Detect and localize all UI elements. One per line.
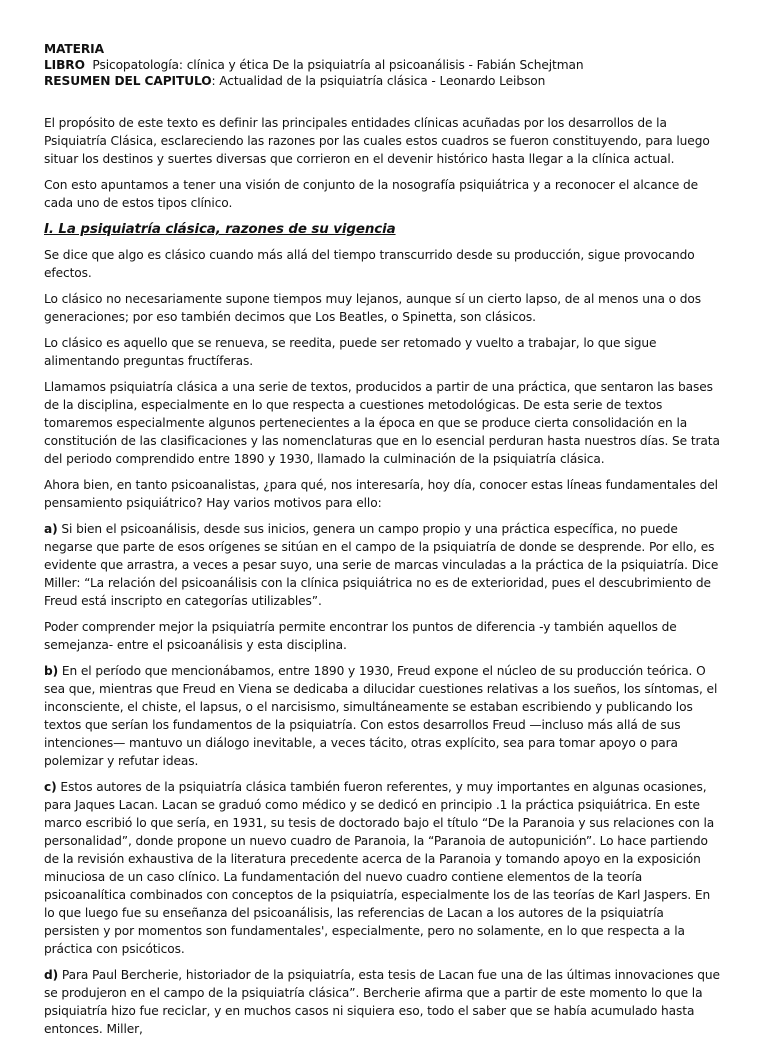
item-b-text: En el período que mencionábamos, entre 1890 y 1930, Freud expone el núcleo de su producción teórica. O sea que, mientras que Freud en Viena se dedicaba a dilucidar cuestiones relativas a los sueños, los síntomas, el inconsciente, el chiste, el lapsus, o el narcisismo, simultáneamente se estaban escribiendo y publicando los textos que serían los fundamentos de la psiquiatría. Con estos desarrollos Freud —incluso más allá de sus intenciones— mantuvo un diálogo inevitable, a veces tácito, otras explícito, sea para tomar apoyo o para polemizar y refutar ideas. [44, 664, 718, 768]
libro-value: Psicopatología: clínica y ética De la psiquiatría al psicoanálisis - Fabián Schejtman [92, 58, 584, 72]
resumen-label: RESUMEN DEL CAPITULO [44, 74, 212, 88]
item-a-text: Si bien el psicoanálisis, desde sus inicios, genera un campo propio y una práctica específica, no puede negarse que parte de esos orígenes se sitúan en el campo de la psiquiatría de donde se desprende. Por ello, es evidente que arrastra, a veces a pesar suyo, una serie de marcas vinculadas a la práctica de la psiquiatría. Dice Miller: “La relación del psicoanálisis con la clínica psiquiátrica no es de exterioridad, pues el descubrimiento de Freud está inscripto en categorías utilizables”. [44, 522, 719, 608]
materia-label: MATERIA [44, 42, 104, 56]
resumen-line [44, 73, 722, 89]
libro-label: LIBRO [44, 58, 85, 72]
item-d-label: d) [44, 968, 59, 982]
body-paragraph-5: Ahora bien, en tanto psicoanalistas, ¿para qué, nos interesaría, hoy día, conocer estas líneas fundamentales del pensamiento psiquiátrico? Hay varios motivos para ello: [44, 478, 718, 510]
item-a-label: a) [44, 522, 58, 536]
item-b-label: b) [44, 664, 59, 678]
body-paragraph-4: Llamamos psiquiatría clásica a una serie de textos, producidos a partir de una práctica, que sentaron las bases de la disciplina, especialmente en lo que respecta a cuestiones metodológicas. De esta serie de textos tomaremos especialmente algunos pertenecientes a la época en que se produce cierta consolidación en la constitución de las clasificaciones y las nomenclaturas que en lo esencial perduran hasta nuestros días. Se trata del periodo comprendido entre 1890 y 1930, llamado la culminación de la psiquiatría clásica. [44, 380, 720, 466]
body-paragraph-3: Lo clásico es aquello que se renueva, se reedita, puede ser retomado y vuelto a trabajar, lo que sigue alimentando preguntas fructíferas. [44, 336, 657, 368]
item-c-text: Estos autores de la psiquiatría clásica también fueron referentes, y muy importantes en algunas ocasiones, para Jaques Lacan. Lacan se graduó como médico y se dedicó en principio .1 la práctica psiquiátrica. En este marco escribió lo que sería, en 1931, su tesis de doctorado bajo el título “De la Paranoia y sus relaciones con la personalidad”, donde propone un nuevo cuadro de Paranoia, la “Paranoia de autopunición”. Lo hace partiendo de la revisión exhaustiva de la literatura precedente acerca de la Paranoia y tomando apoyo en la exposición minuciosa de un caso clínico. La fundamentación del nuevo cuadro contiene elementos de la teoría psicoanalítica combinados con conceptos de la psiquiatría, especialmente los de las teorías de Karl Jaspers. En lo que luego fue su enseñanza del psicoanálisis, las referencias de Lacan a los autores de la psiquiatría persisten y por momentos son fundamentales', especialmente, pero no solamente, en lo que respecta a la práctica con psicóticos. [44, 780, 715, 956]
resumen-value: : Actualidad de la psiquiatría clásica - Leonardo Leibson [211, 74, 546, 88]
after-a-paragraph: Poder comprender mejor la psiquiatría permite encontrar los puntos de diferencia -y también aquellos de semejanza- entre el psicoanálisis y esta disciplina. [44, 620, 677, 652]
item-c-paragraph [44, 778, 722, 958]
item-d-paragraph [44, 966, 722, 1038]
item-c-label: c) [44, 780, 57, 794]
intro-paragraph-2: Con esto apuntamos a tener una visión de conjunto de la nosografía psiquiátrica y a reconocer el alcance de cada uno de estos tipos clínico. [44, 178, 699, 210]
body-paragraph-2: Lo clásico no necesariamente supone tiempos muy lejanos, aunque sí un cierto lapso, de al menos una o dos generaciones; por eso también decimos que Los Beatles, o Spinetta, son clásicos. [44, 292, 701, 324]
intro-paragraph-1: El propósito de este texto es definir las principales entidades clínicas acuñadas por los desarrollos de la Psiquiatría Clásica, esclareciendo las razones por las cuales estos cuadros se fueron constituyendo, para luego situar los destinos y suertes diversas que corrieron en el devenir histórico hasta llegar a la clínica actual. [44, 116, 710, 166]
item-b-paragraph [44, 662, 722, 770]
item-d-text: Para Paul Bercherie, historiador de la psiquiatría, esta tesis de Lacan fue una de las últimas innovaciones que se produjeron en el campo de la psiquiatría clásica”. Bercherie afirma que a partir de este momento lo que la psiquiatría hizo fue reciclar, y en muchos casos ni siquiera eso, todo el saber que se había acumulado hasta entonces. Miller, [44, 968, 720, 1036]
item-a-paragraph [44, 520, 722, 610]
section-title: I. La psiquiatría clásica, razones de su vigencia [44, 222, 396, 237]
libro-line [44, 57, 722, 73]
materia-line [44, 41, 722, 57]
document-header [44, 41, 722, 89]
body-paragraph-1: Se dice que algo es clásico cuando más allá del tiempo transcurrido desde su producción, sigue provocando efectos. [44, 248, 695, 280]
